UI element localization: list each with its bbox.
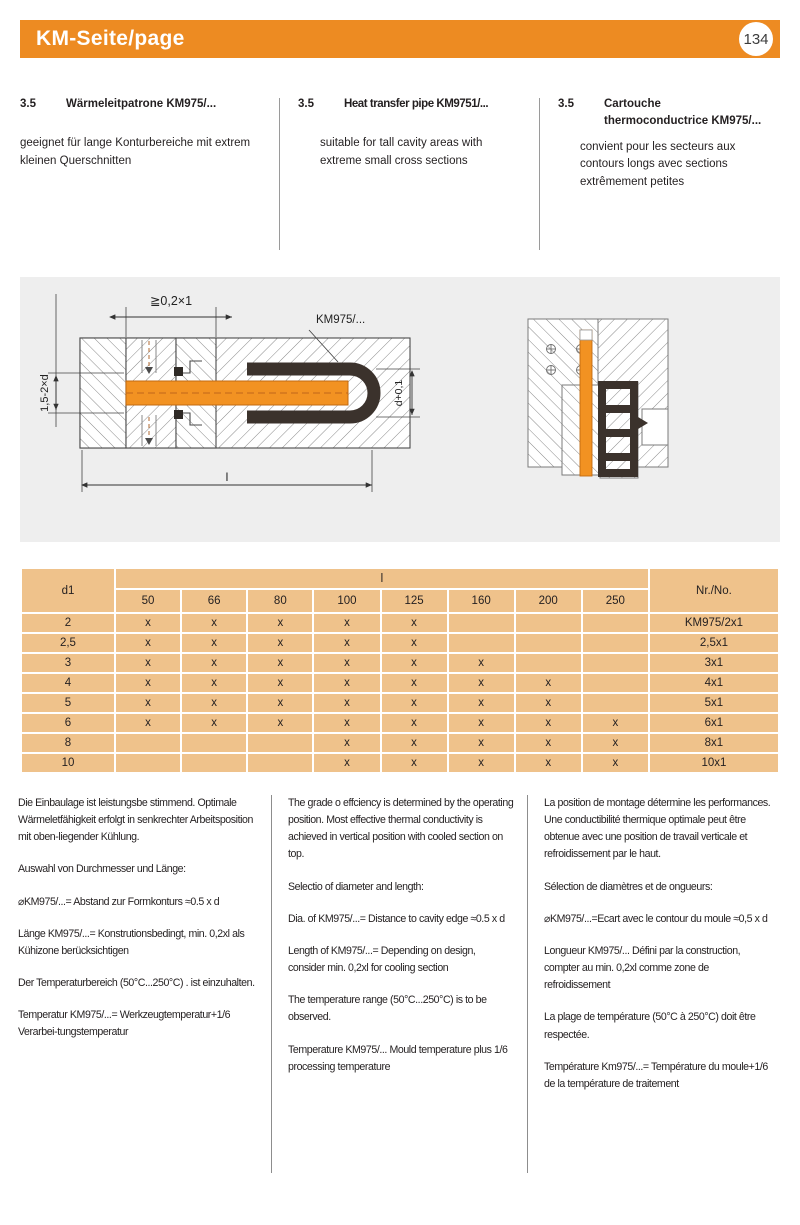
dimension-label-height: 1,5-2×d [39,374,51,412]
cell-part-number: 8x1 [650,734,778,752]
cell-d1: 10 [22,754,114,772]
intro-heading [298,96,526,113]
cell-availability-160: x [449,714,514,732]
intro-body-text: convient pour les secteurs aux contours longs avec sections extrêmement petites [580,140,736,189]
note-paragraph: Auswahl von Durchmesser und Länge: [18,863,186,876]
cell-availability-66: x [182,674,246,692]
callout-label-km975: KM975/... [316,314,366,326]
cell-availability-80: x [248,634,312,652]
dimension-label-diameter: d+0,1 [393,379,405,407]
cell-availability-200 [516,654,581,672]
cell-availability-250: x [583,734,648,752]
cell-availability-66: x [182,654,246,672]
cell-part-number: KM975/2x1 [650,614,778,632]
header-d1: d1 [22,569,114,612]
cell-availability-160 [449,614,514,632]
cell-availability-50 [116,754,180,772]
cell-d1: 5 [22,694,114,712]
section-number: 3.5 [20,98,36,110]
note-paragraph: Sélection de diamètres et de ongueurs: [544,880,713,893]
cell-availability-250: x [583,754,648,772]
table-row [22,614,778,632]
intro-heading [20,96,266,113]
cell-availability-200: x [516,754,581,772]
cell-availability-100: x [314,694,379,712]
note-paragraph: Longueur KM975/... Défini par la construction, compter au min. 0,2xl comme zone de refroidissement [544,944,741,992]
cell-availability-125: x [382,654,447,672]
dimension-label-top-gap: ≧0,2×1 [149,294,193,308]
cell-availability-100: x [314,614,379,632]
cell-availability-125: x [382,714,447,732]
header-length-66: 66 [182,590,246,612]
table-row [22,674,778,692]
header-length-80: 80 [248,590,312,612]
technical-drawing-svg [20,277,780,542]
section-title: Heat transfer pipe KM9751/... [344,98,489,110]
cell-availability-250 [583,694,648,712]
cell-availability-100: x [314,714,379,732]
header-length-50: 50 [116,590,180,612]
cell-availability-125: x [382,734,447,752]
note-paragraph: Temperature KM975/... Mould temperature plus 1/6 processing temperature [288,1043,508,1073]
cell-d1: 4 [22,674,114,692]
notes-column-french [530,795,788,1195]
intro-column-german [20,96,280,256]
intro-body-text: suitable for tall cavity areas with extreme small cross sections [320,137,483,168]
section-title: Wärmeleitpatrone KM975/... [66,98,217,110]
note-paragraph: La plage de température (50°C à 250°C) doit être respectée. [544,1011,756,1041]
cell-availability-50: x [116,714,180,732]
technical-drawing-panel [20,277,780,542]
cell-availability-160: x [449,754,514,772]
cell-availability-125: x [382,614,447,632]
cell-availability-100: x [314,754,379,772]
cell-availability-80: x [248,614,312,632]
table-header-row-top [22,569,778,588]
cell-availability-200 [516,634,581,652]
cell-availability-50: x [116,634,180,652]
cell-availability-66 [182,754,246,772]
cell-availability-66 [182,734,246,752]
cell-availability-80: x [248,674,312,692]
intro-section [20,96,780,256]
cell-availability-66: x [182,694,246,712]
table-head [22,569,778,612]
cell-d1: 8 [22,734,114,752]
cell-availability-80: x [248,714,312,732]
note-paragraph: Selectio of diameter and length: [288,880,424,893]
cell-availability-80 [248,754,312,772]
cell-availability-250 [583,634,648,652]
header-length-125: 125 [382,590,447,612]
cell-availability-160: x [449,654,514,672]
cell-availability-66: x [182,614,246,632]
table-row [22,734,778,752]
left-section-view [39,294,420,492]
note-paragraph: The grade o effciency is determined by the operating position. Most effective thermal conductivity is achieved in vertical position with cooled section on top. [288,797,514,861]
cell-availability-125: x [382,634,447,652]
cell-part-number: 6x1 [650,714,778,732]
cell-part-number: 5x1 [650,694,778,712]
note-paragraph: Temperatur KM975/...= Werkzeugtemperatur+1/6 Verarbei-tungstemperatur [18,1009,231,1039]
dimension-label-length: l [225,470,229,484]
cell-availability-100: x [314,674,379,692]
header-length-160: 160 [449,590,514,612]
note-paragraph: Die Einbaulage ist leistungsbe stimmend. Optimale Wärmeletfähigkeit erfolgt in senkrechter Arbeitsposition mit oben-liegender Kühlung. [18,797,253,844]
cell-availability-50 [116,734,180,752]
cell-availability-200: x [516,714,581,732]
cell-d1: 3 [22,654,114,672]
cell-availability-160: x [449,734,514,752]
cell-availability-250 [583,614,648,632]
intro-body-text: geeignet für lange Konturbereiche mit extrem kleinen Querschnitten [20,137,251,168]
note-paragraph: ⌀KM975/...=Ecart avec le contour du moule ≈0,5 x d [544,912,768,925]
cell-availability-50: x [116,614,180,632]
page-number-badge: 134 [739,22,773,56]
note-paragraph: Température Km975/...= Température du moule+1/6 de la température de traitement [544,1060,768,1090]
intro-column-english [280,96,540,256]
table-row [22,714,778,732]
section-number: 3.5 [558,98,574,110]
cell-part-number: 2,5x1 [650,634,778,652]
cell-availability-160 [449,634,514,652]
cell-part-number: 10x1 [650,754,778,772]
cell-availability-200 [516,614,581,632]
cell-availability-80: x [248,654,312,672]
note-paragraph: Länge KM975/...= Konstrutionsbedingt, min. 0,2xl als Kühizone berücksichtigen [18,927,245,957]
cell-availability-160: x [449,674,514,692]
cell-availability-125: x [382,754,447,772]
table-row [22,634,778,652]
page-title: KM-Seite/page [36,27,185,50]
specification-table [20,567,780,774]
table-body [22,614,778,772]
cell-availability-125: x [382,674,447,692]
table-row [22,694,778,712]
cell-availability-80: x [248,694,312,712]
note-paragraph: Der Temperaturbereich (50°C...250°C) . ist einzuhalten. [18,977,255,990]
cell-availability-50: x [116,654,180,672]
section-number: 3.5 [298,98,314,110]
page-header-banner [20,20,780,58]
cell-d1: 2,5 [22,634,114,652]
note-paragraph: Dia. of KM975/...= Distance to cavity edge ≈0.5 x d [288,912,505,925]
right-section-view [528,319,668,478]
cell-availability-80 [248,734,312,752]
note-paragraph: The temperature range (50°C...250°C) is to be observed. [288,994,487,1024]
cell-availability-50: x [116,674,180,692]
cell-availability-250: x [583,714,648,732]
cell-availability-66: x [182,714,246,732]
note-paragraph: Length of KM975/...= Depending on design, consider min. 0,2xl for cooling section [288,944,476,975]
cell-availability-200: x [516,674,581,692]
notes-column-english [274,795,530,1195]
section-title: Cartouche thermoconductrice KM975/... [604,98,762,128]
header-length-250: 250 [583,590,648,612]
header-length-100: 100 [314,590,379,612]
notes-column-german [18,795,274,1195]
intro-column-french [540,96,780,256]
cell-d1: 2 [22,614,114,632]
cell-availability-250 [583,654,648,672]
cell-availability-200: x [516,734,581,752]
cell-d1: 6 [22,714,114,732]
intro-heading [558,96,766,131]
header-length-span: l [116,569,648,588]
cell-availability-66: x [182,634,246,652]
cell-availability-100: x [314,634,379,652]
table-row [22,754,778,772]
header-length-200: 200 [516,590,581,612]
cell-part-number: 4x1 [650,674,778,692]
cell-availability-250 [583,674,648,692]
note-paragraph: ⌀KM975/...= Abstand zur Formkonturs ≈0.5 x d [18,895,220,908]
header-number: Nr./No. [650,569,778,612]
cell-availability-50: x [116,694,180,712]
cell-availability-100: x [314,734,379,752]
cell-availability-200: x [516,694,581,712]
cell-part-number: 3x1 [650,654,778,672]
notes-section [18,795,788,1195]
cell-availability-160: x [449,694,514,712]
cell-availability-100: x [314,654,379,672]
note-paragraph: La position de montage détermine les performances. Une conductibilité thermique optimale peut être obtenue avec une position de travail verticale et refroidissement par le haut. [544,797,771,861]
cell-availability-125: x [382,694,447,712]
table-row [22,654,778,672]
